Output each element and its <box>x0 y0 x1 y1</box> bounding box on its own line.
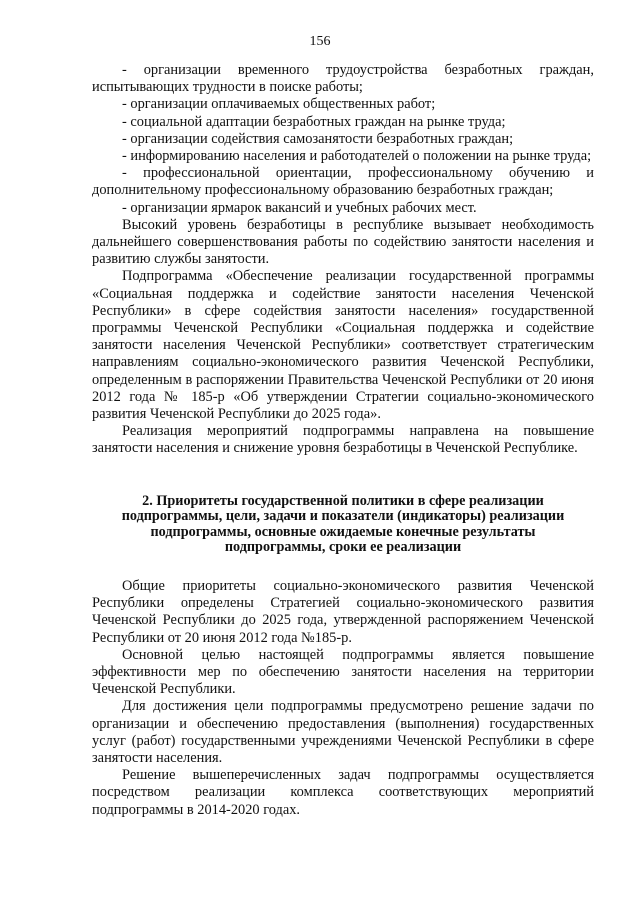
paragraph-subprogram-strategy: Подпрограмма «Обеспечение реализации государственной программы «Социальная поддержка и содействие занятости населения Чеченской Республики» в сфере содействия занятости населения» государственной программы Чеченской Республики «Социальная поддержка и содействие занятости населения Чеченской Республики» соответствует стратегическим направлениям социально-экономического развития Чеченской Республики, определенным в распоряжении Правительства Чеченской Республики от 20 июня 2012 года № 185-р «Об утверждении Стратегии социально-экономического развития Чеченской Республики до 2025 года». <box>92 268 594 423</box>
list-item: - организации ярмарок вакансий и учебных рабочих мест. <box>122 199 477 216</box>
section-heading-line: подпрограммы, цели, задачи и показатели (индикаторы) реализации <box>121 508 565 525</box>
list-item: - организации оплачиваемых общественных работ; <box>122 96 436 113</box>
paragraph-unemployment: Высокий уровень безработицы в республике вызывает необходимость дальнейшего совершенствования работы по содействию занятости населения и развитию службы занятости. <box>92 216 594 268</box>
document-body <box>92 62 594 819</box>
section-heading-line: подпрограммы, сроки ее реализации <box>224 539 462 556</box>
page-number: 156 <box>309 34 331 49</box>
measures-list <box>92 62 594 217</box>
list-item: - организации временного трудоустройства безработных граждан, испытывающих трудности в поиске работы; <box>92 62 594 96</box>
section-heading <box>92 494 594 556</box>
section-heading-line: 2. Приоритеты государственной политики в сфере реализации <box>142 492 544 509</box>
list-item: - информированию населения и работодателей о положении на рынке труда; <box>122 148 592 165</box>
paragraph-implementation: Реализация мероприятий подпрограммы направлена на повышение занятости населения и снижение уровня безработицы в Чеченской Республике. <box>92 423 594 457</box>
section-heading-line: подпрограммы, основные ожидаемые конечные результаты <box>150 523 536 540</box>
list-item: - профессиональной ориентации, профессиональному обучению и дополнительному профессиональному образованию безработных граждан; <box>92 165 594 199</box>
list-item: - организации содействия самозанятости безработных граждан; <box>122 130 514 147</box>
paragraph-tasks: Для достижения цели подпрограммы предусмотрено решение задачи по организации и обеспечению предоставления (выполнения) государственных услуг (работ) государственными учреждениями Чеченской Республики в сфере занятости населения. <box>92 698 594 767</box>
list-item: - социальной адаптации безработных граждан на рынке труда; <box>122 113 506 130</box>
paragraph-solution: Решение вышеперечисленных задач подпрограммы осуществляется посредством реализации комплекса соответствующих мероприятий подпрограммы в 2014-2020 годах. <box>92 767 594 818</box>
paragraph-priorities: Общие приоритеты социально-экономического развития Чеченской Республики определены Стратегией социально-экономического развития Чеченской Республики до 2025 года, утвержденной распоряжением Чеченской Республики от 20 июня 2012 года №185-р. <box>92 578 594 646</box>
paragraph-goal: Основной целью настоящей подпрограммы является повышение эффективности мер по обеспечению занятости населения на территории Чеченской Республики. <box>92 646 594 698</box>
